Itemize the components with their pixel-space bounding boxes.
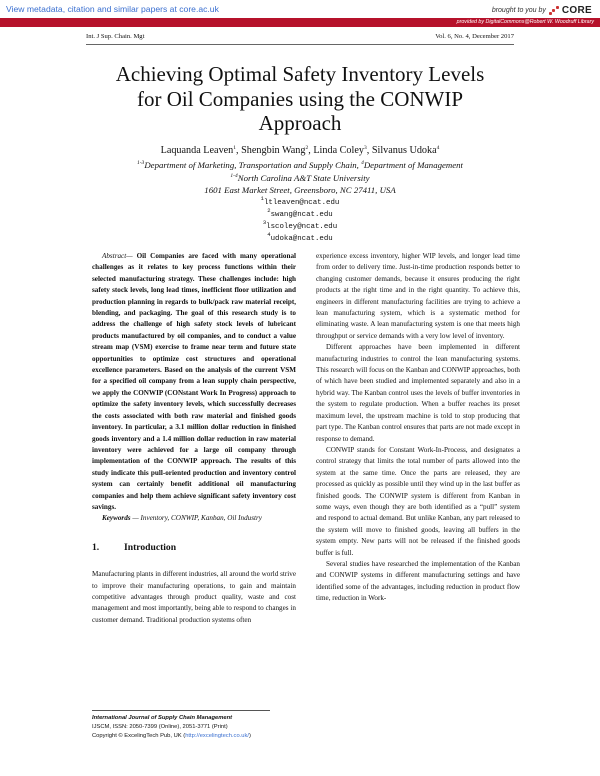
core-logo-icon [549,6,559,16]
footer-journal: International Journal of Supply Chain Management [92,715,233,721]
core-logo: CORE [561,5,592,16]
paper-title [86,62,514,136]
body-paragraph: Several studies have researched the implementation of the Kanban and CONWIP systems in different manufacturing settings and have identified some of the advantages, including reduction in product flow time, reduction in Work- [316,559,520,603]
publisher-url[interactable]: http://excelingtech.co.uk/ [185,733,250,740]
affiliations [86,159,514,197]
core-brand[interactable] [492,5,592,16]
page-footer [92,714,352,742]
author-list: Laquanda Leaven$^1$, Shengbin Wang$^2$, Linda Coley$^3$, Silvanus Udoka$^4$ [160,145,440,156]
email[interactable]: $^2$swang@ncat.edu [267,207,333,219]
left-column [92,251,296,626]
title-line: for Oil Companies using the CONWIP [136,86,464,111]
email[interactable]: $^1$ltleaven@ncat.edu [260,195,340,207]
title-line: Achieving Optimal Safety Inventory Levels [115,62,485,86]
header-divider [86,44,514,45]
abstract-label: Abstract— [102,252,133,260]
email-list [86,197,514,245]
right-column [316,251,520,605]
journal-abbrev: Int. J Sup. Chain. Mgt [86,33,145,40]
author: Silvanus Udoka$^4$ [371,145,440,156]
title-line: Approach [258,111,342,135]
body-paragraph: Different approaches have been implemented in different manufacturing industries to control the lean manufacturing systems. This research will focus on the Kanban and CONWIP approaches, both of which have been studied and implemented separately and also in a hybrid way. The Kanban control uses the levels of buffer inventories in the system to regulate production. When a buffer reaches its preset maximum level, the upstream machine is told to stop producing that part type. The Kanban control ensures that parts are not made except in response to demand. [316,343,520,443]
section-title: Introduction [124,541,177,553]
footer-divider [92,710,270,711]
body-paragraph: CONWIP stands for Constant Work-In-Process, and designates a control strategy that limits the total number of parts allowed into the system at the same time. Once the parts are released, they are processed as quickly as possible until they wind up in the last buffer as finished goods. The CONWIP system is different from Kanban in some ways, even though they are both identified as a “pull” system and respond to actual demand. But unlike Kanban, any part released to the system will move to finished goods, leaving all buffers in the system empty. New parts will not be released if the finished goods buffer is full. [316,445,520,557]
author: Laquanda Leaven$^1$ [160,145,237,156]
body-paragraph: Manufacturing plants in different industries, all around the world strive to improve their manufacturing operations, to gain and maintain competitive advantages through product quality, waste and cost management and most importantly, being able to respond to changes in customer demand. Traditional production systems often [92,570,296,624]
footer-copyright: Copyright © ExcelingTech Pub, UK (http://excelingtech.co.uk/) [92,733,251,740]
provider-bar [0,18,600,27]
body-paragraph: experience excess inventory, higher WIP levels, and longer lead time from order to delivery time. Just-in-time production responds better to changing customer demands, because it ensures producing the right products at the right time and in the right quantity. To achieve this, engineers in different manufacturing facilities are trying to achieve a lean manufacturing system, which is a systematic method for eliminating waste. A lean manufacturing system is one that meets high throughput or service demands with a very low level of inventory. [316,252,520,340]
brought-to-you-text: brought to you by [491,7,546,14]
footer-issn: IJSCM, ISSN: 2050-7399 (Online), 2051-3771 (Print) [92,724,228,731]
keywords [92,513,296,524]
section-heading [92,542,296,553]
affiliation-line: 1601 East Market Street, Greensboro, NC 27411, USA [204,185,396,196]
provided-by-text[interactable]: provided by DigitalCommons@Robert W. Woodruff Library [456,18,594,25]
section-number: 1. [92,541,100,553]
email[interactable]: $^4$udoka@ncat.edu [267,231,333,243]
core-banner [0,0,600,28]
volume-info: Vol. 6, No. 4, December 2017 [435,33,514,40]
metadata-link[interactable]: View metadata, citation and similar papers at core.ac.uk [6,4,219,14]
abstract-text: Oil Companies are faced with many operational challenges as it relates to key process functions within their selected manufacturing strategy. These challenges include: high safety stock levels, long lead times, inefficient floor utilization and production planning in regards to bulk/pack raw material receipt, blending, and packaging. The goal of this research study is to address the challenge of high safety stock levels of lubricant products manufactured by oil companies, and to conduct a value stream map (VSM) exercise to frame near term and future state opportunities to optimize cost structures and operational excellence parameters. Based on the analysis of the current VSM for a specified oil company from a lean supply chain perspective, we apply the CONWIP (CONstant Work In Progress) approach to optimize the safety inventory levels, which successfully decreases the costs associated with both raw material and finished goods inventory. In particular, a 3.1 million dollar reduction in finished goods inventory and a 1.4 million dollar reduction in raw material inventory were achieved for a large oil company through implementation of the CONWIP approach. The results of this study indicate this pull-oriented production and inventory control system can certainly benefit additional oil manufacturing companies and help them achieve significant safety inventory cost savings. [92,252,296,511]
email[interactable]: $^3$lscoley@ncat.edu [262,219,338,231]
author: Linda Coley$^3$ [313,145,367,156]
keywords-text: — Inventory, CONWIP, Kanban, Oil Industry [130,514,262,523]
affiliation-line: $^{1-4}$North Carolina A&T State University [230,172,370,183]
affiliation-line: $^{1-3}$Department of Marketing, Transportation and Supply Chain, $^4$Department of Management [136,160,464,170]
keywords-label: Keywords [102,514,131,523]
abstract [92,251,296,513]
author: Shengbin Wang$^2$ [241,145,309,156]
